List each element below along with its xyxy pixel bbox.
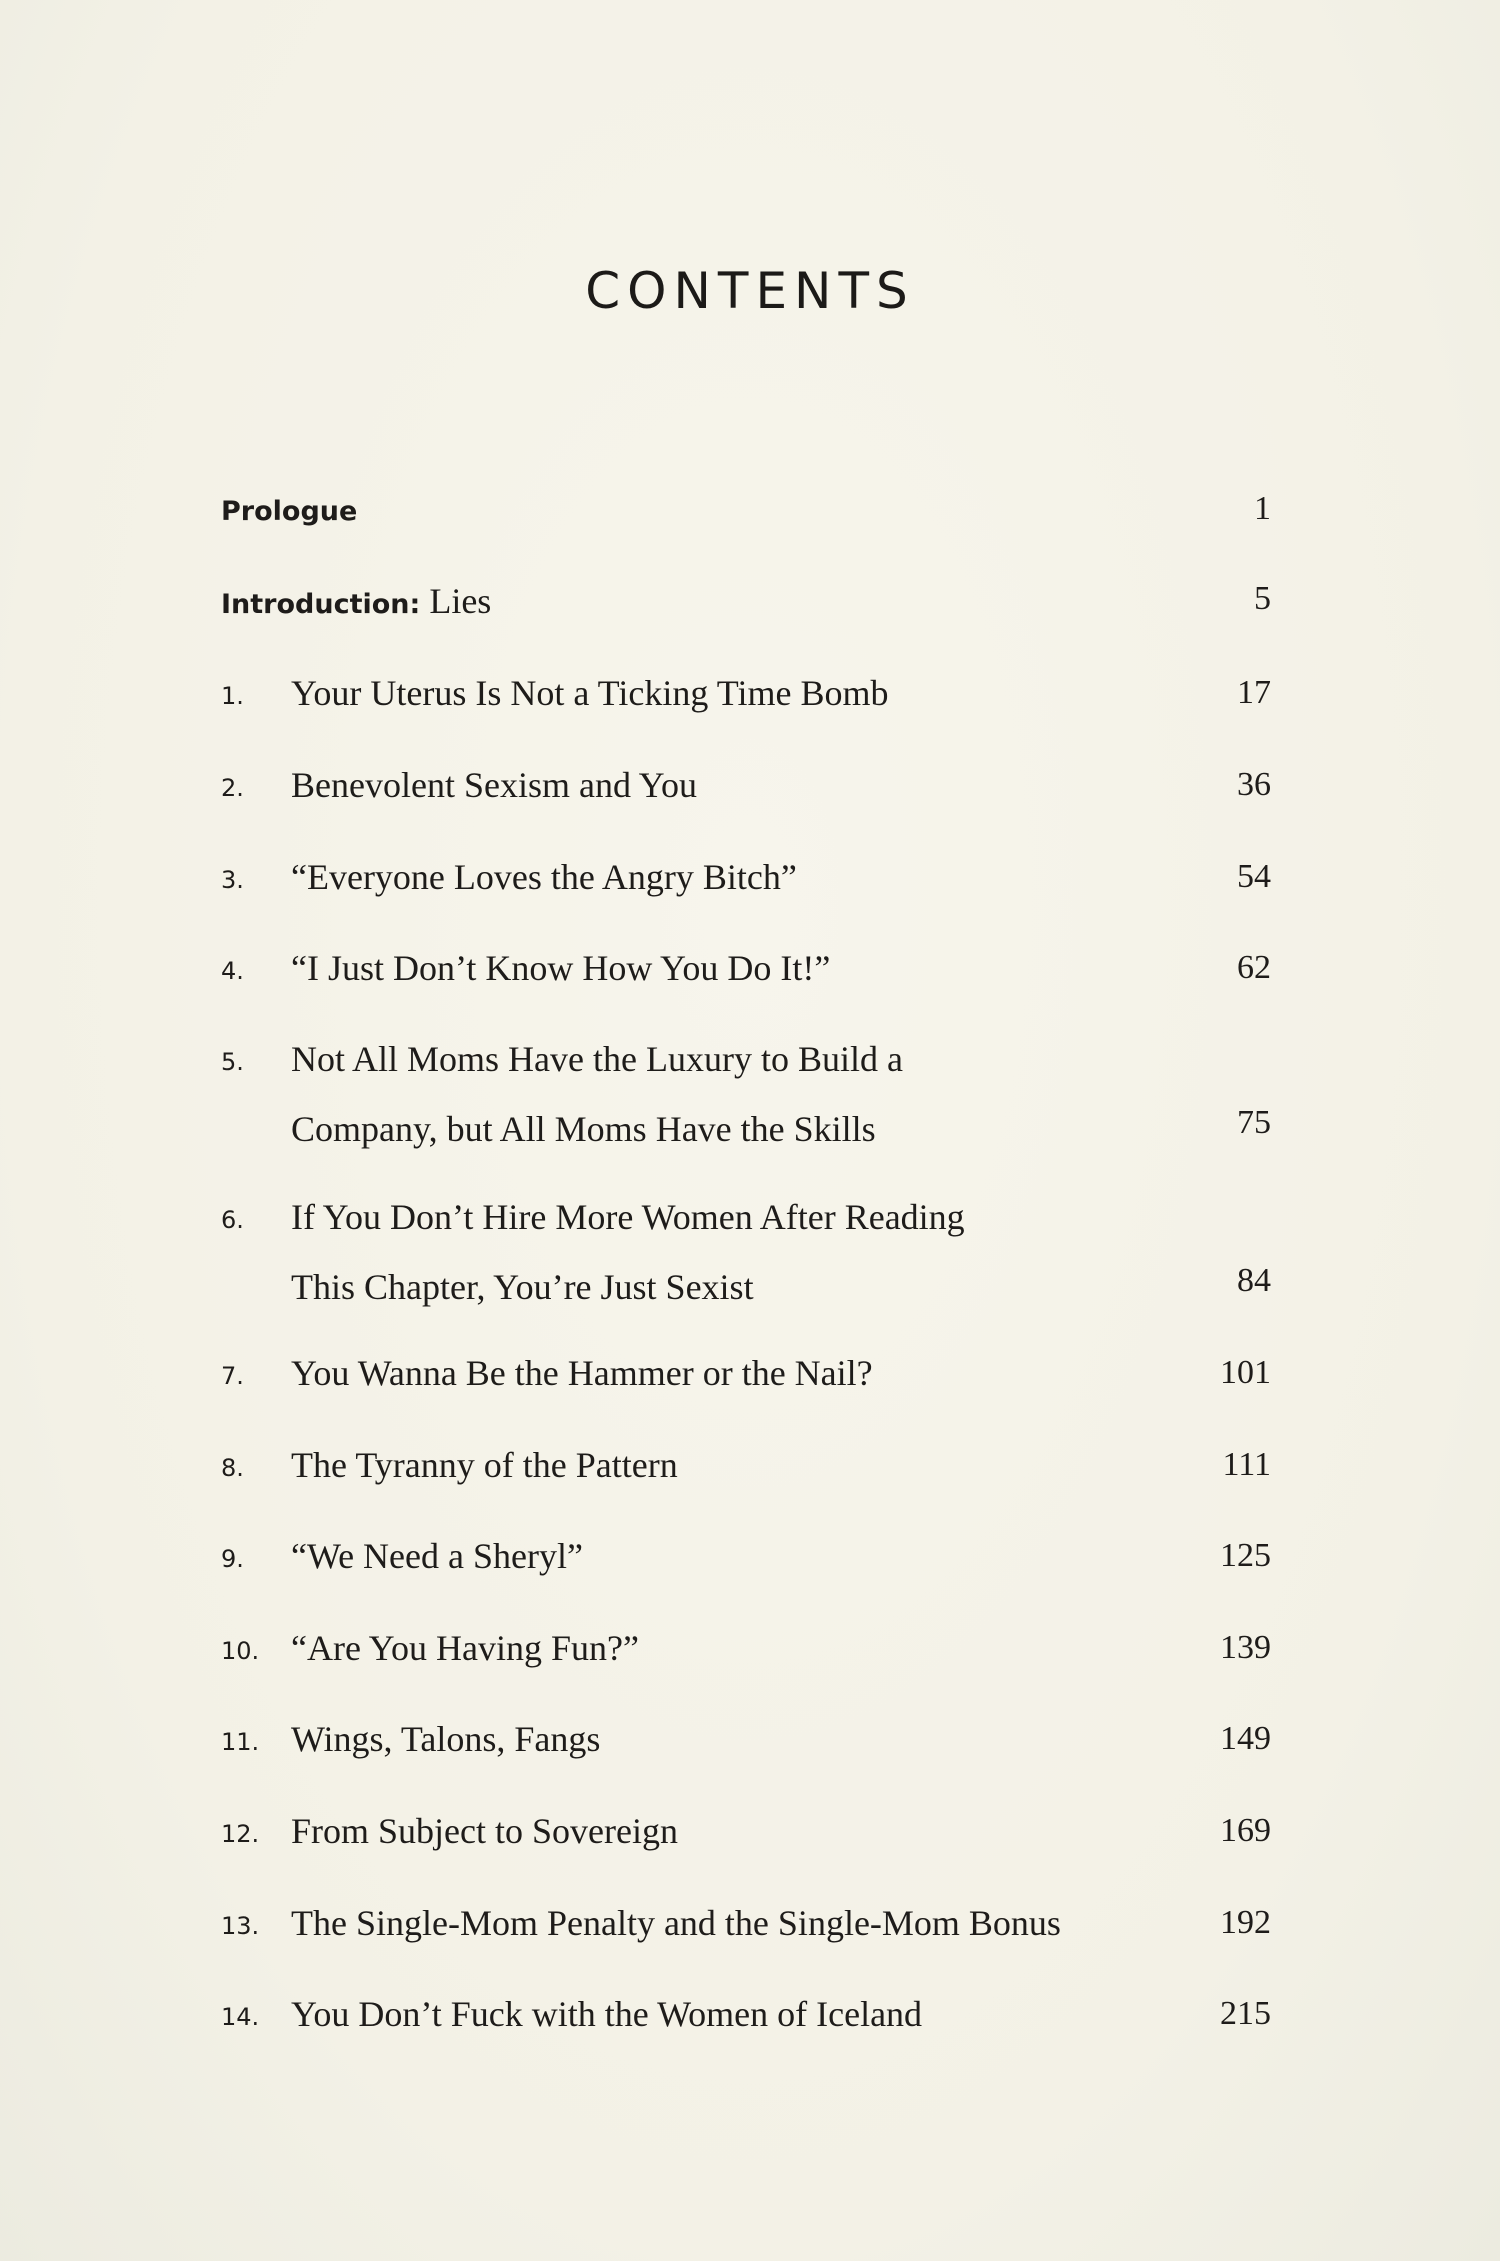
toc-page-number: 111 [1222, 1446, 1271, 1483]
toc-entry-label: Introduction: [221, 589, 421, 620]
chapter-title-line: From Subject to Sovereign [291, 1811, 678, 1851]
chapter-number: 5. [221, 1048, 244, 1076]
chapter-title-line: “We Need a Sheryl” [291, 1536, 583, 1576]
chapter-number: 13. [221, 1912, 260, 1940]
chapter-title [291, 1444, 678, 1486]
chapter-title-line: This Chapter, You’re Just Sexist [291, 1267, 754, 1307]
toc-page-number: 169 [1220, 1812, 1271, 1849]
chapter-title-line: Wings, Talons, Fangs [291, 1719, 601, 1759]
chapter-title-line: The Tyranny of the Pattern [291, 1445, 678, 1485]
chapter-number: 14. [221, 2003, 260, 2031]
chapter-number: 9. [221, 1545, 244, 1573]
chapter-title [291, 764, 697, 806]
toc-entry-heading [221, 580, 491, 622]
chapter-title [291, 1902, 1061, 1944]
toc-page-number: 62 [1237, 949, 1271, 986]
toc-entry-introduction [221, 580, 1271, 630]
chapter-title [291, 1627, 639, 1669]
toc-page-number: 5 [1254, 580, 1271, 617]
chapter-number: 1. [221, 682, 244, 710]
chapter-title-line: You Don’t Fuck with the Women of Iceland [291, 1994, 923, 2034]
chapter-title [291, 856, 797, 898]
chapter-number: 8. [221, 1454, 244, 1482]
chapter-number: 12. [221, 1820, 260, 1848]
chapter-title-line: “Are You Having Fun?” [291, 1628, 639, 1668]
chapter-title [291, 672, 888, 714]
toc-page-number: 101 [1220, 1354, 1271, 1391]
chapter-title [291, 1038, 903, 1150]
toc-page-number: 36 [1237, 766, 1271, 803]
chapter-title [291, 1810, 678, 1852]
toc-entry-label: Prologue [221, 496, 358, 527]
toc-page-number: 215 [1220, 1995, 1271, 2032]
chapter-title [291, 1352, 873, 1394]
chapter-title-line: The Single-Mom Penalty and the Single-Mom Bonus [291, 1903, 1061, 1943]
chapter-number: 6. [221, 1206, 244, 1234]
chapter-title-line: “Everyone Loves the Angry Bitch” [291, 857, 797, 897]
toc-page-number: 139 [1220, 1629, 1271, 1666]
chapter-number: 10. [221, 1637, 260, 1665]
chapter-title [291, 947, 830, 989]
chapter-title [291, 1718, 600, 1760]
page-title: CONTENTS [585, 262, 915, 320]
chapter-title-line: Not All Moms Have the Luxury to Build a [291, 1039, 903, 1079]
toc-entry-prologue [221, 490, 1271, 540]
chapter-number: 2. [221, 774, 244, 802]
toc-page-number: 54 [1237, 858, 1271, 895]
chapter-number: 7. [221, 1362, 244, 1390]
chapter-title [291, 1196, 965, 1308]
chapter-number: 4. [221, 957, 244, 985]
chapter-number: 11. [221, 1728, 260, 1756]
chapter-title-line: “I Just Don’t Know How You Do It!” [291, 948, 831, 988]
toc-page-number: 125 [1220, 1537, 1271, 1574]
chapter-title [291, 1535, 583, 1577]
toc-page-number: 75 [1237, 1104, 1271, 1141]
toc-page-number: 192 [1220, 1904, 1271, 1941]
chapter-title-line: Company, but All Moms Have the Skills [291, 1109, 876, 1149]
toc-page-number: 17 [1237, 674, 1271, 711]
chapter-number: 3. [221, 866, 244, 894]
toc-page-number: 149 [1220, 1720, 1271, 1757]
chapter-title [291, 1993, 922, 2035]
chapter-title-line: Your Uterus Is Not a Ticking Time Bomb [291, 673, 889, 713]
chapter-title-line: Benevolent Sexism and You [291, 765, 698, 805]
chapter-title-line: You Wanna Be the Hammer or the Nail? [291, 1353, 873, 1393]
toc-entry-title: Lies [420, 581, 492, 621]
chapter-title-line: If You Don’t Hire More Women After Reading [291, 1197, 965, 1237]
toc-page-number: 84 [1237, 1262, 1271, 1299]
toc-page-number: 1 [1254, 490, 1271, 527]
